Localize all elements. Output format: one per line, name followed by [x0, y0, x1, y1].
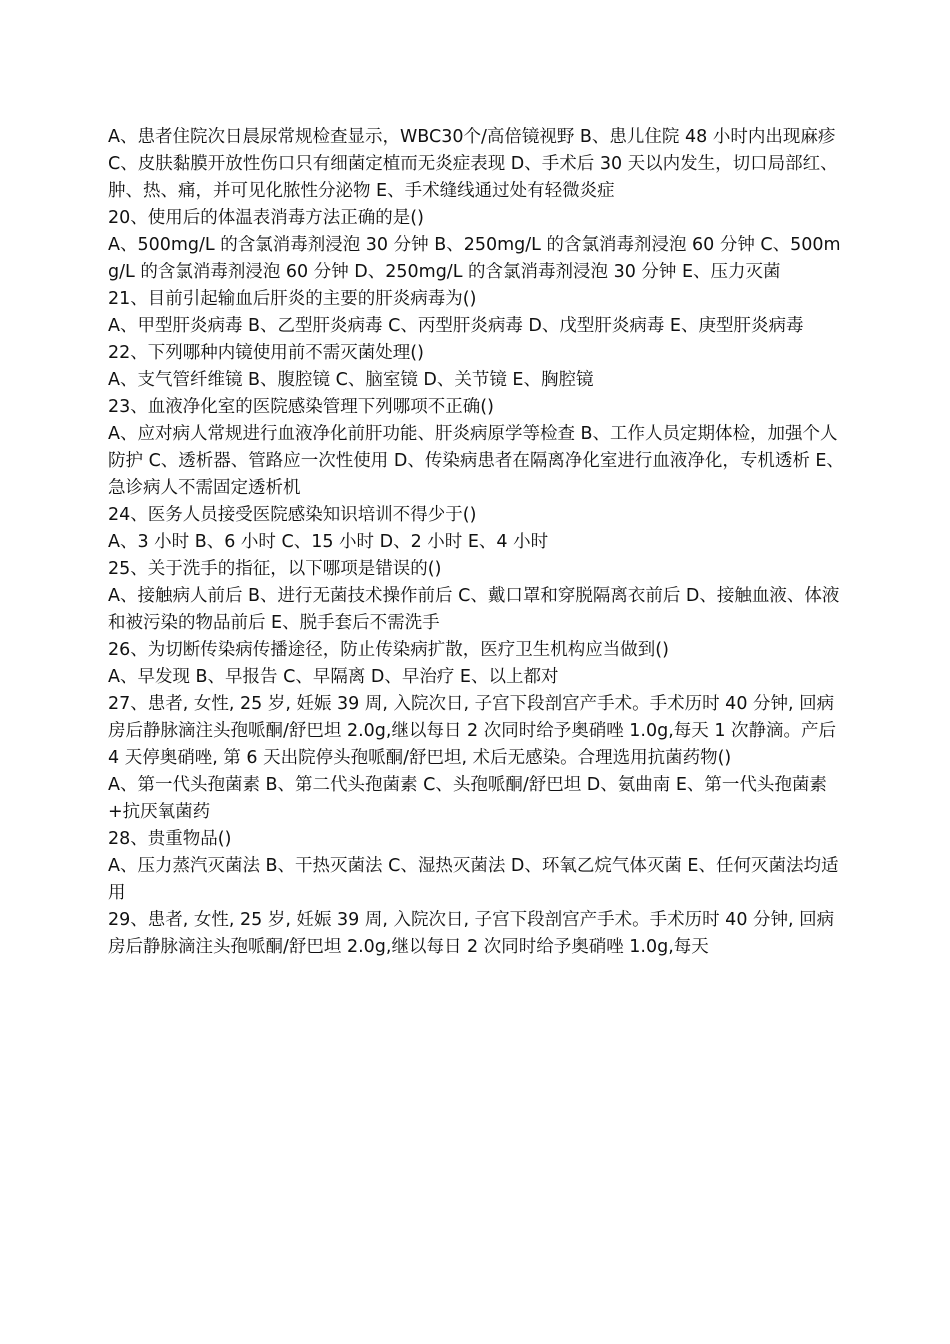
question-22: 22、下列哪种内镜使用前不需灭菌处理() [108, 343, 424, 363]
question-24: 24、医务人员接受医院感染知识培训不得少于() [108, 505, 477, 525]
paragraph-options-21: A、甲型肝炎病毒 B、乙型肝炎病毒 C、丙型肝炎病毒 D、戊型肝炎病毒 E、庚型肝炎病毒 [108, 316, 804, 336]
paragraph-options-28: A、压力蒸汽灭菌法 B、干热灭菌法 C、湿热灭菌法 D、环氧乙烷气体灭菌 E、任何灭菌法均适用 [108, 856, 839, 903]
question-29: 29、患者, 女性, 25 岁, 妊娠 39 周, 入院次日, 子宫下段剖宫产手术。手术历时 40 分钟, 回病房后静脉滴注头孢哌酮/舒巴坦 2.0g,继以每日 2 次同时给予奥硝唑 1.0g,每天 [108, 910, 835, 957]
question-28: 28、贵重物品() [108, 829, 232, 849]
question-26: 26、为切断传染病传播途径，防止传染病扩散，医疗卫生机构应当做到() [108, 640, 669, 660]
paragraph-options-23: A、应对病人常规进行血液净化前肝功能、肝炎病原学等检查 B、工作人员定期体检，加强个人防护 C、透析器、管路应一次性使用 D、传染病患者在隔离净化室进行血液净化，专机透析 E、急诊病人不需固定透析机 [108, 424, 844, 498]
paragraph-options-27: A、第一代头孢菌素 B、第二代头孢菌素 C、头孢哌酮/舒巴坦 D、氨曲南 E、第一代头孢菌素+抗厌氧菌药 [108, 775, 827, 822]
paragraph-options-26: A、早发现 B、早报告 C、早隔离 D、早治疗 E、以上都对 [108, 667, 559, 687]
document-page [108, 124, 850, 961]
question-25: 25、关于洗手的指征，以下哪项是错误的() [108, 559, 442, 579]
paragraph-options-20: A、500mg/L 的含氯消毒剂浸泡 30 分钟 B、250mg/L 的含氯消毒剂浸泡 60 分钟 C、500mg/L 的含氯消毒剂浸泡 60 分钟 D、250mg/L 的含氯消毒剂浸泡 30 分钟 E、压力灭菌 [108, 235, 841, 282]
paragraph-options-19: A、患者住院次日晨尿常规检查显示，WBC30个/高倍镜视野 B、患儿住院 48 小时内出现麻疹 C、皮肤黏膜开放性伤口只有细菌定植而无炎症表现 D、手术后 30 天以内发生，切口局部红、肿、热、痛，并可见化脓性分泌物 E、手术缝线通过处有轻微炎症 [108, 127, 838, 201]
paragraph-options-24: A、3 小时 B、6 小时 C、15 小时 D、2 小时 E、4 小时 [108, 532, 549, 552]
paragraph-options-25: A、接触病人前后 B、进行无菌技术操作前后 C、戴口罩和穿脱隔离衣前后 D、接触血液、体液和被污染的物品前后 E、脱手套后不需洗手 [108, 586, 840, 633]
question-23: 23、血液净化室的医院感染管理下列哪项不正确() [108, 397, 494, 417]
question-21: 21、目前引起输血后肝炎的主要的肝炎病毒为() [108, 289, 477, 309]
question-20: 20、使用后的体温表消毒方法正确的是() [108, 208, 424, 228]
paragraph-options-22: A、支气管纤维镜 B、腹腔镜 C、脑室镜 D、关节镜 E、胸腔镜 [108, 370, 594, 390]
question-27: 27、患者, 女性, 25 岁, 妊娠 39 周, 入院次日, 子宫下段剖宫产手术。手术历时 40 分钟, 回病房后静脉滴注头孢哌酮/舒巴坦 2.0g,继以每日 2 次同时给予奥硝唑 1.0g,每天 1 次静滴。产后 4 天停奥硝唑, 第 6 天出院停头孢哌酮/舒巴坦, 术后无感染。合理选用抗菌药物() [108, 694, 837, 768]
